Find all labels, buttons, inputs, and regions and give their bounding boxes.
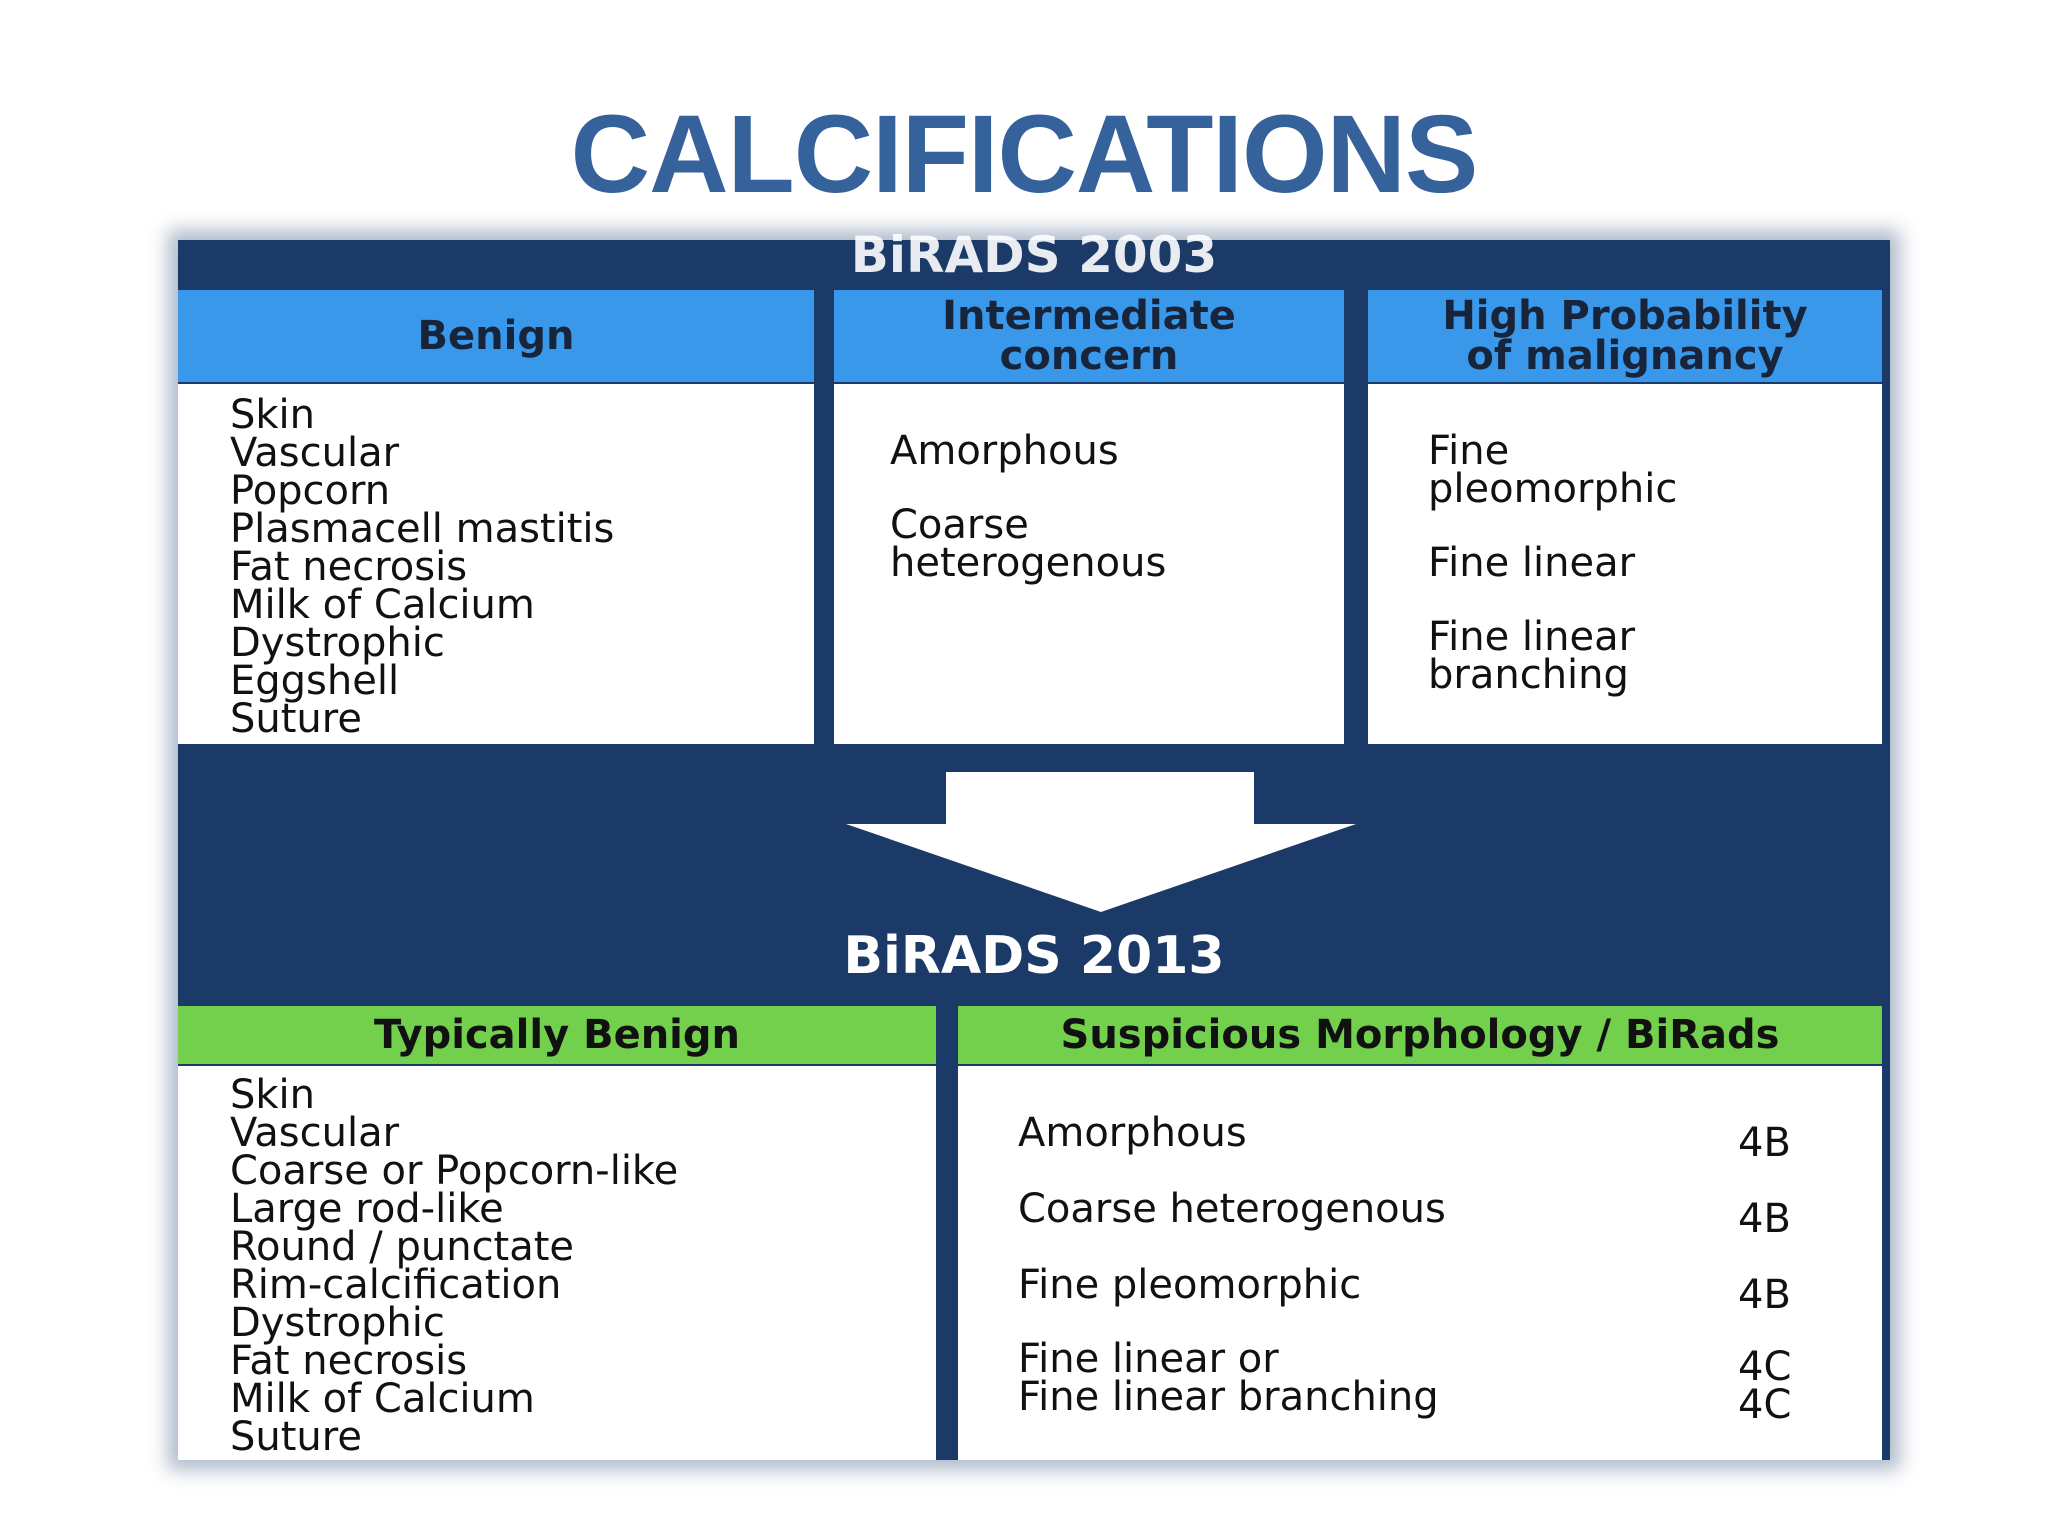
suspicious-morphology: Coarse heterogenous bbox=[1018, 1186, 1446, 1232]
suspicious-morphology: Fine linear or bbox=[1018, 1336, 1279, 1382]
high-probability-list bbox=[1368, 384, 1882, 744]
list-item: heterogenous bbox=[890, 540, 1167, 586]
list-item: branching bbox=[1428, 652, 1629, 698]
list-item: Rim-calcification bbox=[230, 1262, 562, 1308]
list-item: Vascular bbox=[230, 430, 400, 476]
typically-benign-list bbox=[178, 1066, 936, 1460]
suspicious-morphology: Fine linear branching bbox=[1018, 1374, 1439, 1420]
list-item: Amorphous bbox=[890, 428, 1119, 474]
suspicious-morphology-header: Suspicious Morphology / BiRads bbox=[958, 1006, 1882, 1064]
birads-category: 4B bbox=[1738, 1120, 1791, 1166]
list-item: Vascular bbox=[230, 1110, 400, 1156]
list-item: Fine linear bbox=[1428, 540, 1636, 586]
slide-title: CALCIFICATIONS bbox=[570, 93, 1478, 216]
list-item: Fat necrosis bbox=[230, 544, 468, 590]
list-item: Dystrophic bbox=[230, 620, 445, 666]
list-item: Skin bbox=[230, 392, 316, 438]
suspicious-morphology-list bbox=[958, 1066, 1882, 1460]
intermediate-header-line-1: Intermediate bbox=[942, 293, 1236, 339]
intermediate-list bbox=[834, 384, 1344, 744]
list-item: Large rod-like bbox=[230, 1186, 504, 1232]
list-item: Milk of Calcium bbox=[230, 1376, 535, 1422]
list-item: Eggshell bbox=[230, 658, 400, 704]
list-item: Coarse or Popcorn-like bbox=[230, 1148, 679, 1194]
list-item: Popcorn bbox=[230, 468, 391, 514]
birads-category: 4C bbox=[1738, 1344, 1792, 1390]
birads-category: 4B bbox=[1738, 1272, 1791, 1318]
high-probability-header bbox=[1368, 290, 1882, 382]
list-item: Suture bbox=[230, 696, 362, 742]
birads-category: 4C bbox=[1738, 1382, 1792, 1428]
high-probability-header-line-2: of malignancy bbox=[1466, 333, 1784, 379]
high-probability-header-line-1: High Probability bbox=[1442, 293, 1808, 339]
typically-benign-header: Typically Benign bbox=[178, 1006, 936, 1064]
down-arrow-icon bbox=[846, 772, 1356, 912]
birads-2013-label: BiRADS 2013 bbox=[843, 926, 1225, 986]
benign-header bbox=[178, 290, 814, 382]
benign-header-line: Benign bbox=[417, 313, 575, 359]
suspicious-morphology: Amorphous bbox=[1018, 1110, 1247, 1156]
list-item: Plasmacell mastitis bbox=[230, 506, 615, 552]
list-item: Fat necrosis bbox=[230, 1338, 468, 1384]
list-item: Round / punctate bbox=[230, 1224, 575, 1270]
list-item: Fine bbox=[1428, 428, 1510, 474]
birads-category: 4B bbox=[1738, 1196, 1791, 1242]
intermediate-header-line-2: concern bbox=[999, 333, 1179, 379]
intermediate-concern-header bbox=[834, 290, 1344, 382]
list-item: Suture bbox=[230, 1414, 362, 1460]
benign-list bbox=[178, 384, 814, 744]
list-item: Milk of Calcium bbox=[230, 582, 535, 628]
suspicious-morphology: Fine pleomorphic bbox=[1018, 1262, 1362, 1308]
list-item: Skin bbox=[230, 1072, 316, 1118]
list-item: pleomorphic bbox=[1428, 466, 1678, 512]
list-item: Dystrophic bbox=[230, 1300, 445, 1346]
list-item: Coarse bbox=[890, 502, 1029, 548]
birads-diagram bbox=[178, 226, 1890, 1460]
list-item: Fine linear bbox=[1428, 614, 1636, 660]
birads-2003-label: BiRADS 2003 bbox=[850, 226, 1218, 284]
